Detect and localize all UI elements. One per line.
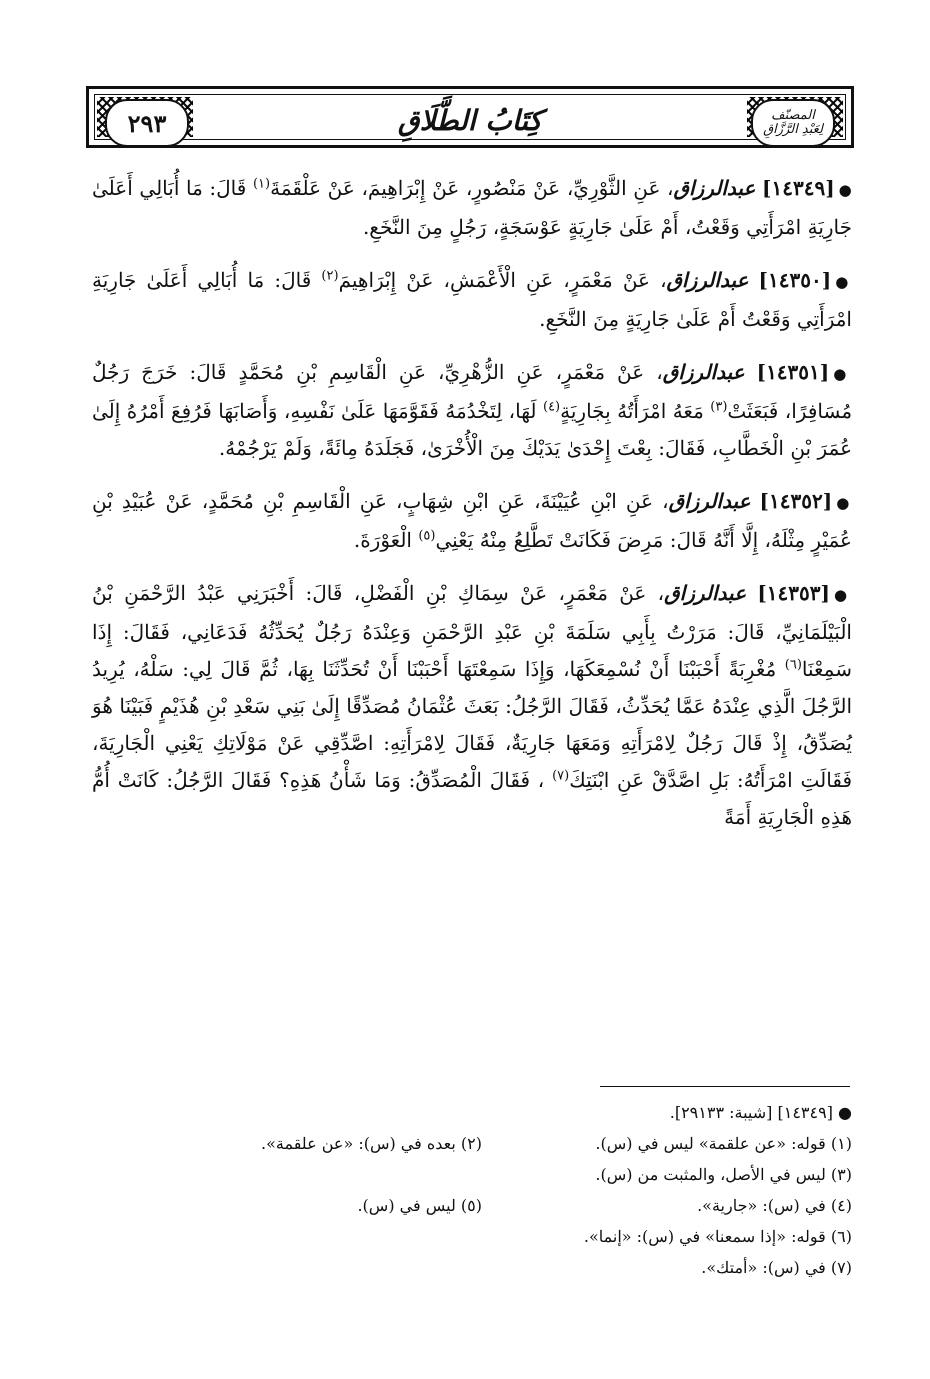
hadith-number: [١٤٣٥١] [756,360,830,384]
bullet-icon: ● [833,586,853,604]
footnote-marker: (٣) [710,399,728,415]
footnote-divider [600,1086,850,1087]
footnote-marker: (١) [252,176,271,192]
book-logo-text: المصنّف لِعَبْدِ الرَّزَّاقِ [763,108,823,137]
hadith-text: لَهَا، لِتَخْدُمَهُ فَقَوَّمَهَا عَلَىٰ نَفْسِهِ، وَأَصَابَهَا فَرُفِعَ أَمْرُهُ إِلَىٰ عُمَرَ بْنِ الْخَطَّابِ، فَقَالَ: بِعْتَ إِحْدَىٰ يَدَيْكَ مِنَ الْأُخْرَىٰ، فَجَلَدَهُ مِائَةً، وَلَمْ يَرْجُمْهُ. [92,399,852,460]
hadith-14352 [92,483,852,559]
hadith-14353 [92,575,852,836]
footnote-1: (١) قوله: «عن علقمة» ليس في (س). [595,1134,852,1153]
footnote-source: ● [١٤٣٤٩] [شيبة: ٢٩١٣٣]. [669,1103,852,1122]
hadith-number: [١٤٣٥٣] [757,581,830,605]
hadith-14349 [92,170,852,246]
hadith-text: ، عَنْ مَعْمَرٍ، عَنِ الزُّهْرِيِّ، عَنِ الْقَاسِمِ بْنِ مُحَمَّدٍ قَالَ: خَرَجَ رَجُلٌ مُسَافِرًا، فَبَعَثَتْ [92,360,853,423]
hadith-text: مُغْرِبَةً أَحْبَبْنَا أَنْ نُسْمِعَكَهَا، وَإِذَا سَمِعْتَهَا أَحْبَبْنَا أَنْ تُحَدِّثَنَا بِهَا، ثُمَّ قَالَ لِي: سَلْهُ، يُرِيدُ الرَّجُلَ الَّذِي عِنْدَهُ عَمَّا يُحَدِّثُ، فَقَالَ الرَّجُلُ: بَعَثَ عُثْمَانُ مُصَدِّقًا إِلَىٰ بَنِي سَعْدِ بْنِ هُذَيْمٍ فَبَيْنَا هُوَ يُصَدِّقُ، إِذْ قَالَ رَجُلٌ لِامْرَأَتِهِ وَمَعَهَا جَارِيَةٌ، فَقَالَ لِامْرَأَتِهِ: اصَّدِّقِي عَنْ مَوْلَاتِكِ يَعْنِي الْجَارِيَةَ، فَقَالَتِ امْرَأَتُهُ: بَلِ اصَّدَّقْ عَنِ ابْنَتِكَ [92,657,853,792]
hadith-text: ، عَنْ مَعْمَرٍ، عَنْ سِمَاكِ بْنِ الْفَضْلِ، قَالَ: أَخْبَرَنِي عَبْدُ الرَّحْمَنِ بْنُ الْبَيْلَمَانِيِّ، قَالَ: مَرَرْتُ بِأَبِي سَلَمَةَ بْنِ عَبْدِ الرَّحْمَنِ وَعِنْدَهُ رَجُلٌ يُحَدِّثُهُ فَدَعَانِي، فَقَالَ: إِذَا سَمِعْنَا [92,581,852,681]
footnote-row [130,1190,852,1221]
hadith-number: [١٤٣٥٢] [759,489,833,513]
header-frame [94,94,846,140]
book-title: كِتَابُ الطَّلَاقِ [397,104,543,137]
hadith-text: قَالَ: مَا أُبَالِي أَعَلَىٰ جَارِيَةِ امْرَأَتِي وَقَعْتُ، أَمْ عَلَىٰ جَارِيَةٍ عَوْسَجَةٍ، رَجُلٍ مِنَ النَّخَعِ. [92,176,852,239]
hadith-14351 [92,354,852,467]
bullet-icon: ● [836,494,853,512]
bullet-icon: ● [838,181,853,199]
footnote-3: (٣) ليس في الأصل، والمثبت من (س). [595,1165,852,1184]
main-text [92,170,852,852]
footnotes [130,1097,852,1283]
bullet-icon: ● [833,365,852,383]
book-logo [751,99,835,147]
hadith-text: ، عَنِ الثَّوْرِيِّ، عَنْ مَنْصُورٍ، عَنْ إِبْرَاهِيمَ، عَنْ عَلْقَمَةَ [270,176,674,200]
hadith-number: [١٤٣٤٩] [762,176,835,200]
hadith-text: قَالَ: مَا أُبَالِي أَعَلَىٰ جَارِيَةِ امْرَأَتِي وَقَعْتُ أَمْ عَلَىٰ جَارِيَةٍ مِنَ النَّخَعِ. [92,268,852,331]
footnote-marker: (٦) [784,657,802,673]
hadith-number: [١٤٣٥٠] [758,268,832,292]
footnote-marker: (٥) [418,528,436,544]
hadith-author: عبدالرزاق [666,268,749,292]
hadith-text: مَعَهُ امْرَأَتُهُ بِجَارِيَةٍ [560,399,704,423]
footnote-5: (٥) ليس في (س). [357,1196,482,1215]
hadith-author: عبدالرزاق [668,489,751,513]
hadith-text: ، عَنْ مَعْمَرٍ، عَنِ الْأَعْمَشِ، عَنْ إِبْرَاهِيمَ [338,268,667,292]
footnote-marker: (٧) [552,768,570,784]
bullet-icon: ● [835,273,853,291]
footnote-6: (٦) قوله: «إذا سمعنا» في (س): «إنما». [583,1227,852,1246]
hadith-14350 [92,262,852,338]
hadith-text: ، فَقَالَ الْمُصَدِّقُ: وَمَا شَأْنُ هَذِهِ؟ فَقَالَ الرَّجُلُ: كَانَتْ أُمُّ هَذِهِ الْجَارِيَةِ أَمَةً [92,768,852,829]
hadith-author: عبدالرزاق [673,176,756,200]
hadith-text: الْعَوْرَةَ. [353,528,412,552]
footnote-7: (٧) في (س): «أمتك». [701,1258,852,1277]
bullet-icon: ● [832,1103,852,1122]
hadith-author: عبدالرزاق [664,581,747,605]
footnote-2: (٢) بعده في (س): «عن علقمة». [260,1134,482,1153]
footnote-row [130,1128,852,1159]
page-number-cartouche [105,99,189,147]
footnote-marker: (٢) [321,268,339,284]
footnote-marker: (٤) [542,399,561,415]
footnote-4: (٤) في (س): «جارية». [697,1196,852,1215]
hadith-author: عبدالرزاق [662,360,745,384]
hadith-text: ، عَنِ ابْنِ عُيَيْنَةَ، عَنِ ابْنِ شِهَابٍ، عَنِ الْقَاسِمِ بْنِ مُحَمَّدٍ، عَنْ عُبَيْدِ بْنِ عُمَيْرٍ مِثْلَهُ، إِلَّا أَنَّهُ قَالَ: مَرِضَ فَكَانَتْ تَطَّلِعُ مِنْهُ يَعْنِي [92,489,852,552]
page-number: ٢٩٣ [127,108,167,138]
page-header [86,86,854,148]
